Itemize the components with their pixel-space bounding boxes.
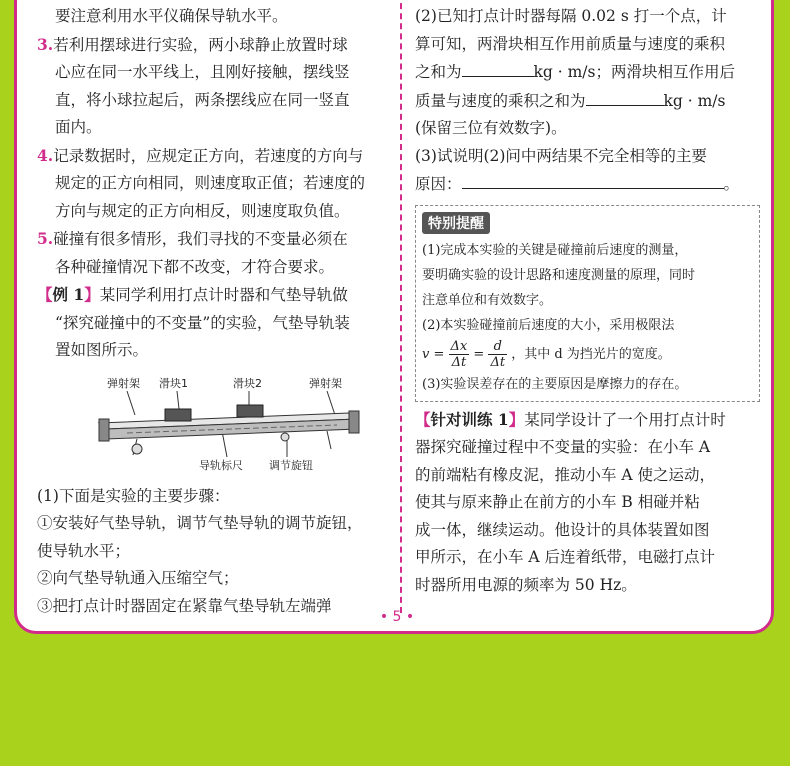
special-tip-box [415,205,760,402]
text-line: 置如图所示。 [55,341,149,359]
text-line: “探究碰撞中的不变量”的实验，气垫导轨装 [55,313,350,332]
right-column [415,3,760,599]
text-line: 使导轨水平； [37,541,131,560]
training-tag: 【针对训练 1】 [415,409,525,429]
answer-blank[interactable] [462,58,534,77]
tip-formula-line: v = $\frac{\Delta x}{\Delta t}$ = $\frac{d}{\Delta t}$ ，其中 d 为挡光片的宽度。 [422,338,671,370]
text-line: 碰撞有很多情形，我们寻找的不变量必须在 [53,230,348,248]
page-card [14,0,774,634]
text-line: 面内。 [55,118,102,136]
leader-line [327,391,335,415]
tip-line: (2)本实验碰撞前后速度的大小，采用极限法 [422,317,675,333]
fraction: $\frac{d}{\Delta t}$ [490,338,506,370]
slider-2 [237,405,263,417]
tip-title: 特别提醒 [422,212,490,234]
example-tag: 【例 1】 [37,285,100,304]
list-item-4 [37,142,387,171]
text-line: 要注意利用水平仪确保导轨水平。 [55,7,288,25]
leader-line [177,391,179,409]
tip-line: (1)完成本实验的关键是碰撞前后速度的测量， [422,242,688,258]
column-divider [400,0,402,613]
text-line: (3)试说明(2)问中两结果不完全相等的主要 [415,146,707,165]
text-line: 成一体，继续运动。他设计的具体装置如图 [415,520,710,539]
tip-line: (3)实验误差存在的主要原因是摩擦力的存在。 [422,376,688,392]
text-line: ②向气垫导轨通入压缩空气； [37,569,239,587]
text-line: (2)已知打点计时器每隔 0.02 s 打一个点，计 [415,7,727,25]
item-number: 4. [37,145,54,165]
list-item-5 [37,225,387,254]
text-line: 质量与速度的乘积之和为 kg · m/s [415,87,760,116]
text-line: 方向与规定的正方向相反，则速度取负值。 [55,201,350,220]
text-line: 心应在同一水平线上，且刚好接触，摆线竖 [55,63,350,81]
label-slider-2: 滑块2 [233,376,262,390]
page-number: • 5 • [379,609,415,625]
text-line: 时器所用电源的频率为 50 Hz。 [415,575,637,594]
text-line: 使其与原来静止在前方的小车 B 相碰并粘 [415,493,700,511]
text-line: 算可知，两滑块相互作用前质量与速度的乘积 [415,34,726,53]
list-item-3 [37,31,387,60]
answer-blank[interactable] [462,170,724,189]
text-line: ①安装好气垫导轨，调节气垫导轨的调节旋钮， [37,514,363,532]
label-track-scale: 导轨标尺 [199,458,243,472]
leader-line [222,431,227,457]
adjust-knob [281,433,289,441]
text-line: 原因： 。 [415,170,760,199]
label-adjust-knob: 调节旋钮 [269,458,313,472]
text-line: 各种碰撞情况下都不改变，才符合要求。 [55,257,335,276]
text-line: 的前端粘有橡皮泥，推动小车 A 使之运动， [415,465,716,484]
text-line: 甲所示，在小车 A 后连着纸带，电磁打点计 [415,548,716,566]
air-track-figure [37,371,387,483]
item-number: 3. [37,34,54,54]
text-line: 器探究碰撞过程中不变量的实验：在小车 A [415,438,711,456]
air-track [99,405,359,455]
text-line: 某同学利用打点计时器和气垫导轨做 [99,286,348,304]
label-launcher-left: 弹射架 [107,376,140,390]
text-line: (1)下面是实验的主要步骤： [37,486,230,505]
item-number: 5. [37,229,54,248]
label-slider-1: 滑块1 [159,376,188,390]
air-track-diagram [37,371,387,483]
leader-line [127,391,135,415]
text-line: 之和为 kg · m/s；两滑块相互作用后 [415,58,760,87]
text-line: (保留三位有效数字)。 [415,119,567,137]
training-1: 【针对训练 1】某同学设计了一个用打点计时 [415,409,726,429]
text-line: 直，将小球拉起后，两条摆线应在同一竖直 [55,90,350,109]
tip-line: 要明确实验的设计思路和速度测量的原理，同时 [422,267,696,283]
fraction: $\frac{\Delta x}{\Delta t}$ [450,338,468,370]
text-line: 规定的正方向相同，则速度取正值；若速度的 [55,174,366,192]
tip-line: 注意单位和有效数字。 [422,292,553,308]
left-column [37,3,387,620]
label-launcher-right: 弹射架 [309,376,342,390]
slider-1 [165,409,191,421]
text-line: 若利用摆球进行实验，两小球静止放置时球 [53,35,348,54]
answer-blank[interactable] [586,87,664,106]
text-line: 记录数据时，应规定正方向，若速度的方向与 [53,146,364,165]
example-1 [37,281,387,310]
text-line: ③把打点计时器固定在紧靠气垫导轨左端弹 [37,596,332,615]
